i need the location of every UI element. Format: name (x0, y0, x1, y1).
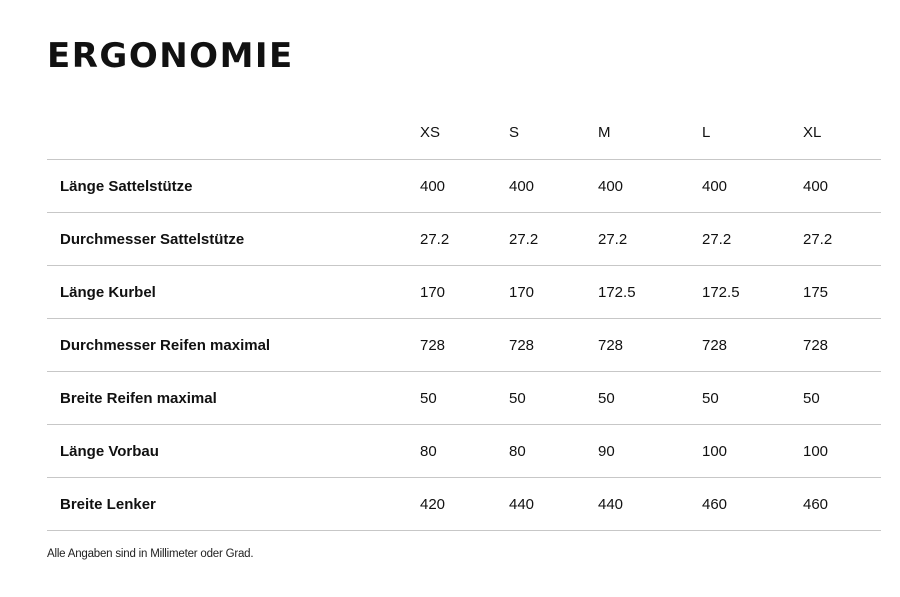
table-cell: 80 (509, 425, 598, 478)
table-cell: 50 (702, 372, 803, 425)
table-cell: 90 (598, 425, 702, 478)
table-cell: 27.2 (803, 213, 881, 266)
table-row (47, 319, 881, 372)
table-cell: 728 (598, 319, 702, 372)
table-body (47, 160, 881, 531)
header-size-s: S (509, 105, 598, 160)
table-cell: 728 (420, 319, 509, 372)
row-label: Länge Kurbel (47, 266, 420, 319)
table-cell: 100 (702, 425, 803, 478)
table-cell: 400 (420, 160, 509, 213)
table-cell: 420 (420, 478, 509, 531)
table-cell: 460 (803, 478, 881, 531)
header-size-xl: XL (803, 105, 881, 160)
table-cell: 400 (803, 160, 881, 213)
header-size-l: L (702, 105, 803, 160)
table-cell: 172.5 (702, 266, 803, 319)
table-cell: 728 (702, 319, 803, 372)
table-cell: 728 (509, 319, 598, 372)
table-cell: 172.5 (598, 266, 702, 319)
row-label: Durchmesser Reifen maximal (47, 319, 420, 372)
table-cell: 27.2 (598, 213, 702, 266)
ergonomics-table (47, 105, 881, 531)
table-cell: 27.2 (509, 213, 598, 266)
row-label: Durchmesser Sattelstütze (47, 213, 420, 266)
table-row (47, 213, 881, 266)
footnote: Alle Angaben sind in Millimeter oder Grad. (47, 548, 254, 560)
header-size-m: M (598, 105, 702, 160)
header-empty-cell (47, 105, 420, 160)
table-cell: 400 (702, 160, 803, 213)
table-cell: 27.2 (702, 213, 803, 266)
table-cell: 50 (420, 372, 509, 425)
table-cell: 100 (803, 425, 881, 478)
table-cell: 50 (598, 372, 702, 425)
table-row (47, 425, 881, 478)
table-cell: 460 (702, 478, 803, 531)
header-size-xs: XS (420, 105, 509, 160)
table-cell: 170 (420, 266, 509, 319)
table-header (47, 105, 881, 160)
table-cell: 170 (509, 266, 598, 319)
table-cell: 50 (509, 372, 598, 425)
table-row (47, 372, 881, 425)
table-cell: 400 (598, 160, 702, 213)
page-title: ERGONOMIE (47, 36, 294, 76)
table-cell: 27.2 (420, 213, 509, 266)
table-cell: 440 (509, 478, 598, 531)
table-cell: 728 (803, 319, 881, 372)
table-row (47, 478, 881, 531)
table-row (47, 160, 881, 213)
table-row (47, 266, 881, 319)
table-cell: 440 (598, 478, 702, 531)
table-cell: 80 (420, 425, 509, 478)
table-cell: 50 (803, 372, 881, 425)
row-label: Länge Vorbau (47, 425, 420, 478)
header-row (47, 105, 881, 160)
row-label: Breite Reifen maximal (47, 372, 420, 425)
row-label: Länge Sattelstütze (47, 160, 420, 213)
table-cell: 175 (803, 266, 881, 319)
table-cell: 400 (509, 160, 598, 213)
row-label: Breite Lenker (47, 478, 420, 531)
